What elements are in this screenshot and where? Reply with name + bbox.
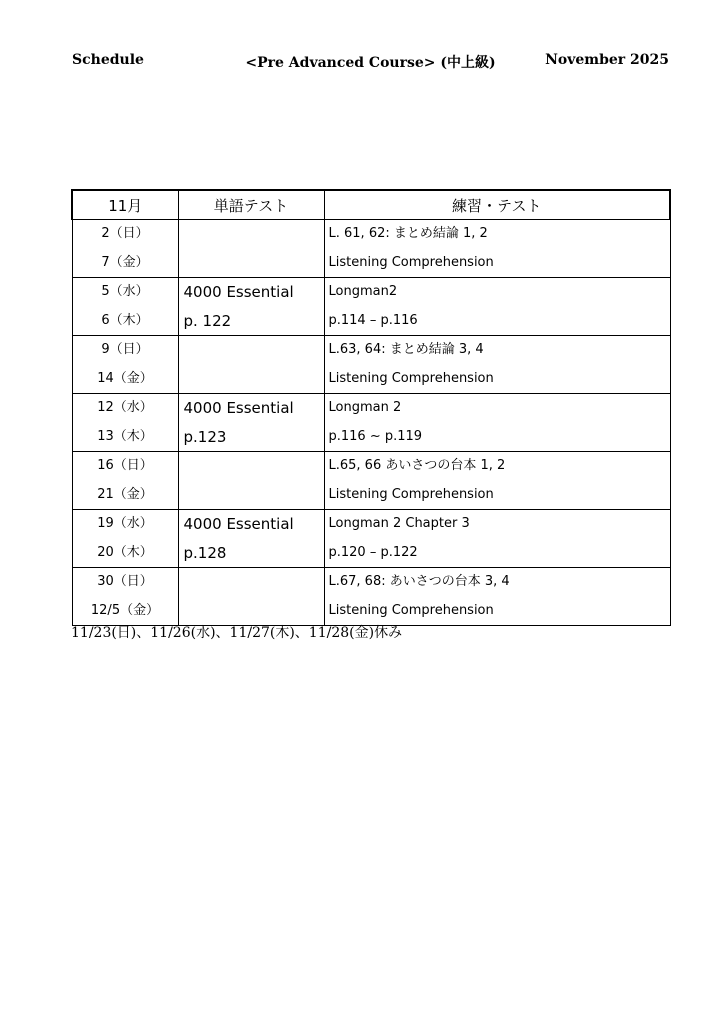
table-row (72, 278, 670, 336)
date-cell-line: 12（水） (97, 400, 153, 415)
vocab-test-cell-line: p.128 (183, 543, 227, 562)
vocab-test-cell (178, 336, 324, 394)
vocab-test-cell-line: 4000 Essential (183, 399, 294, 417)
column-header-practice-test: 練習・テスト (324, 190, 670, 220)
practice-test-cell-line: L. 61, 62: まとめ結論 1, 2 (328, 226, 488, 241)
practice-test-cell-line: L.63, 64: まとめ結論 3, 4 (328, 342, 484, 357)
schedule-table-body (72, 220, 670, 626)
date-cell-line: 21（金） (97, 486, 153, 502)
date-cell (72, 452, 178, 510)
practice-test-cell (324, 336, 670, 394)
vocab-test-cell-line: 4000 Essential (183, 515, 294, 533)
vocab-test-cell (178, 568, 324, 626)
vocab-test-cell-line (179, 481, 324, 510)
table-row (72, 394, 670, 452)
practice-test-cell-line: Listening Comprehension (328, 602, 494, 618)
vocab-test-cell (178, 510, 324, 568)
header-title: <Pre Advanced Course> (中上級) (245, 55, 496, 71)
practice-test-cell-line: Longman 2 Chapter 3 (328, 516, 470, 531)
date-cell-line: 7（金） (101, 254, 149, 270)
vocab-test-cell-line (179, 220, 324, 249)
vocab-test-cell-line: p. 122 (183, 311, 232, 330)
date-cell (72, 510, 178, 568)
date-cell-line: 14（金） (97, 370, 153, 386)
date-cell (72, 336, 178, 394)
vocab-test-cell (178, 394, 324, 452)
practice-test-cell-line: Longman 2 (328, 400, 402, 415)
practice-test-cell (324, 278, 670, 336)
table-row (72, 336, 670, 394)
date-cell-line: 6（木） (101, 312, 149, 328)
vocab-test-cell (178, 220, 324, 278)
date-cell (72, 220, 178, 278)
table-row (72, 510, 670, 568)
practice-test-cell (324, 220, 670, 278)
practice-test-cell (324, 568, 670, 626)
column-header-vocab-test: 単語テスト (178, 190, 324, 220)
date-cell-line: 30（日） (97, 574, 153, 589)
practice-test-cell (324, 510, 670, 568)
practice-test-cell-line: Listening Comprehension (328, 486, 494, 502)
practice-test-cell-line: Longman2 (328, 284, 398, 299)
date-cell-line: 9（日） (101, 342, 149, 357)
vocab-test-cell (178, 452, 324, 510)
practice-test-cell (324, 394, 670, 452)
vocab-test-cell-line (179, 452, 324, 481)
vocab-test-cell-line (179, 336, 324, 365)
practice-test-cell-line: L.65, 66 あいさつの台本 1, 2 (328, 458, 506, 473)
page-header (72, 52, 669, 74)
vocab-test-cell-line (179, 597, 324, 626)
date-cell-line: 13（木） (97, 428, 153, 444)
table-row (72, 220, 670, 278)
vocab-test-cell-line (179, 568, 324, 597)
table-header-row (72, 190, 670, 220)
date-cell-line: 5（水） (101, 284, 149, 299)
vocab-test-cell-line (179, 365, 324, 394)
date-cell-line: 16（日） (97, 458, 153, 473)
vocab-test-cell-line: 4000 Essential (183, 283, 294, 301)
practice-test-cell-line: p.116 ~ p.119 (328, 428, 423, 444)
practice-test-cell-line: Listening Comprehension (328, 370, 494, 386)
header-date: November 2025 (545, 52, 669, 68)
schedule-table (71, 189, 671, 626)
date-cell-line: 19（水） (97, 516, 153, 531)
table-row (72, 452, 670, 510)
practice-test-cell-line: L.67, 68: あいさつの台本 3, 4 (328, 574, 510, 589)
header-left: Schedule (72, 52, 144, 68)
date-cell (72, 568, 178, 626)
table-row (72, 568, 670, 626)
date-cell-line: 12/5（金） (90, 602, 160, 618)
practice-test-cell-line: p.114 – p.116 (328, 312, 418, 328)
column-header-month: 11月 (72, 190, 178, 220)
practice-test-cell (324, 452, 670, 510)
date-cell (72, 278, 178, 336)
vocab-test-cell-line: p.123 (183, 427, 227, 446)
practice-test-cell-line: Listening Comprehension (328, 254, 494, 270)
date-cell-line: 2（日） (101, 226, 149, 241)
vocab-test-cell-line (179, 249, 324, 278)
practice-test-cell-line: p.120 – p.122 (328, 544, 418, 560)
holiday-note: 11/23(日)、11/26(水)、11/27(木)、11/28(金)休み (71, 625, 403, 641)
date-cell (72, 394, 178, 452)
vocab-test-cell (178, 278, 324, 336)
date-cell-line: 20（木） (97, 544, 153, 560)
